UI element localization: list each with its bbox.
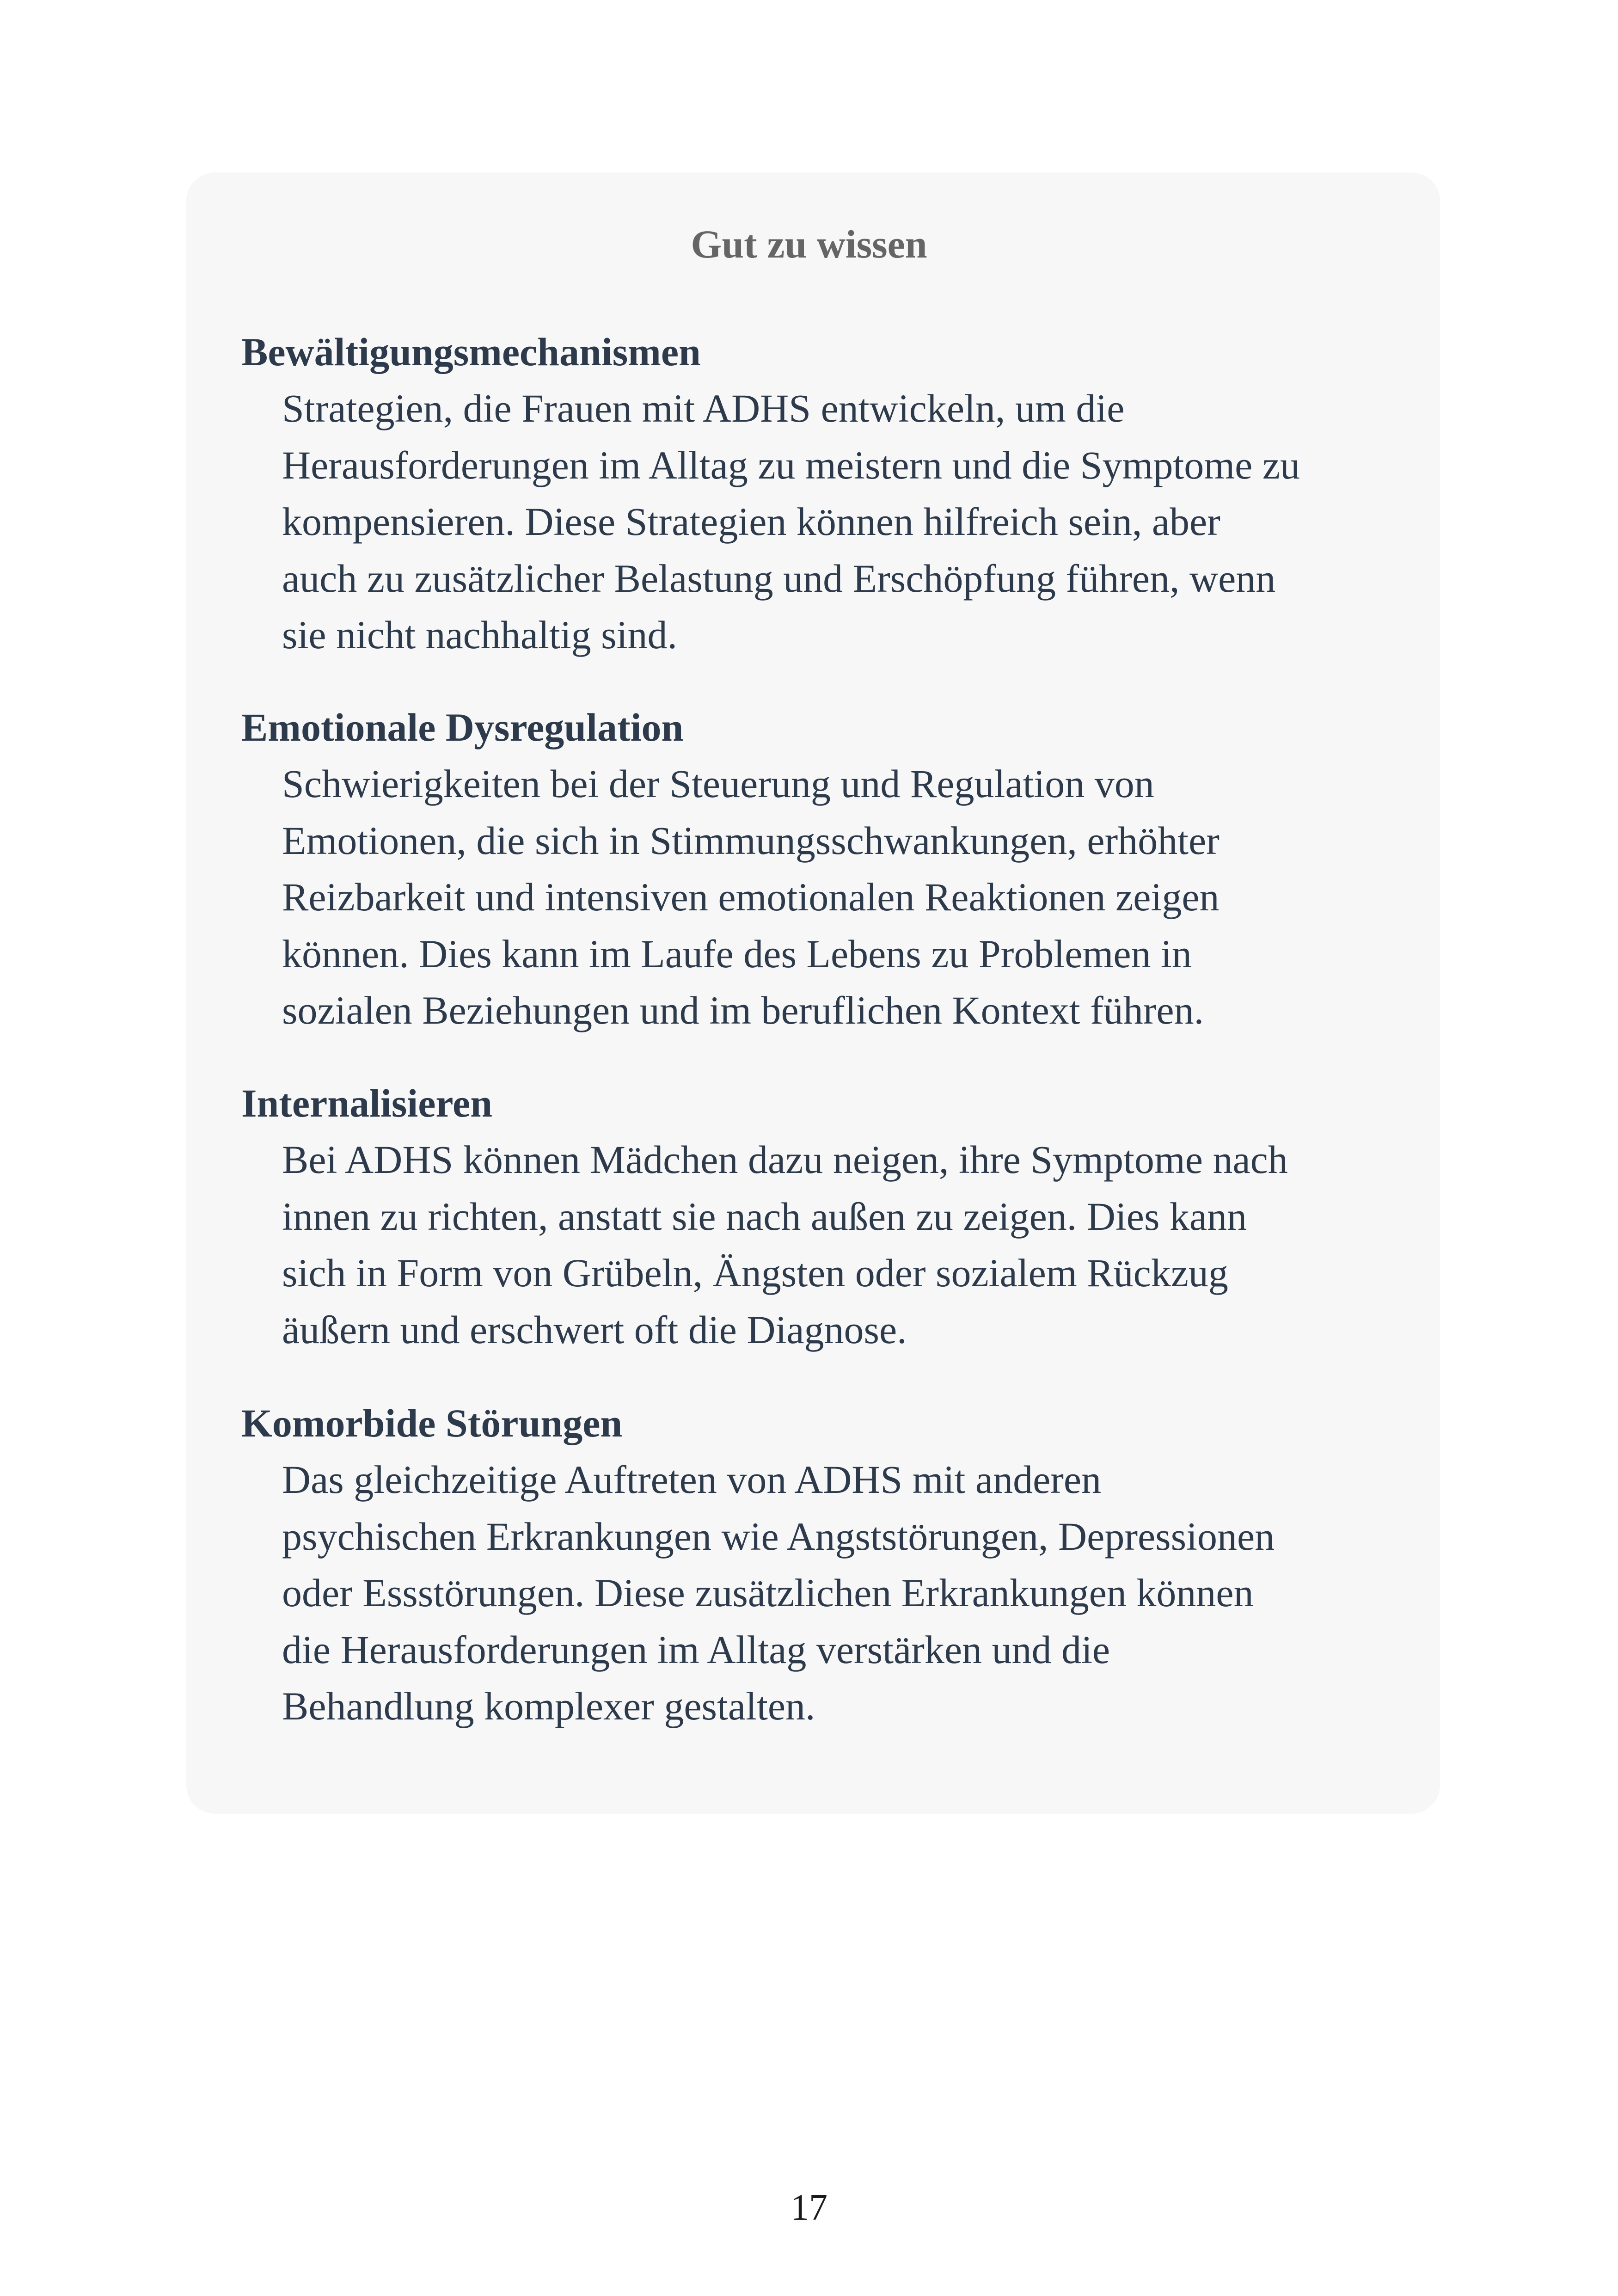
- definition-line: psychischen Erkrankungen wie Angststörungen, Depressionen: [282, 1514, 1275, 1559]
- entry-definition: [241, 1131, 1425, 1358]
- definition-line: oder Essstörungen. Diese zusätzlichen Erkrankungen können: [282, 1571, 1254, 1615]
- definition-line: sie nicht nachhaltig sind.: [282, 613, 678, 657]
- definition-line: Reizbarkeit und intensiven emotionalen Reaktionen zeigen: [282, 875, 1220, 919]
- glossary-entry: [241, 324, 1425, 663]
- definition-line: kompensieren. Diese Strategien können hilfreich sein, aber: [282, 499, 1220, 544]
- definition-line: innen zu richten, anstatt sie nach außen zu zeigen. Dies kann: [282, 1194, 1247, 1239]
- definition-line: auch zu zusätzlicher Belastung und Erschöpfung führen, wenn: [282, 556, 1276, 601]
- definition-line: die Herausforderungen im Alltag verstärken und die: [282, 1627, 1110, 1672]
- definition-line: können. Dies kann im Laufe des Lebens zu Problemen in: [282, 931, 1192, 976]
- entry-definition: [241, 755, 1425, 1039]
- page-number: 17: [791, 2187, 827, 2228]
- glossary-entry: [241, 1395, 1425, 1735]
- definition-line: sozialen Beziehungen und im beruflichen Kontext führen.: [282, 988, 1204, 1032]
- entry-term: Emotionale Dysregulation: [241, 705, 684, 749]
- entry-term: Bewältigungsmechanismen: [241, 330, 701, 374]
- entry-definition: [241, 380, 1425, 663]
- box-title: Gut zu wissen: [691, 222, 927, 266]
- glossary-entry: [241, 1075, 1425, 1358]
- glossary-entry: [241, 699, 1425, 1039]
- definition-line: Das gleichzeitige Auftreten von ADHS mit anderen: [282, 1457, 1102, 1502]
- definition-line: Herausforderungen im Alltag zu meistern und die Symptome zu: [282, 442, 1300, 487]
- definition-line: Emotionen, die sich in Stimmungsschwankungen, erhöhter: [282, 818, 1220, 863]
- definition-line: Behandlung komplexer gestalten.: [282, 1684, 815, 1728]
- definition-line: sich in Form von Grübeln, Ängsten oder sozialem Rückzug: [282, 1251, 1228, 1295]
- entry-term: Komorbide Störungen: [241, 1401, 623, 1445]
- definition-line: Bei ADHS können Mädchen dazu neigen, ihre Symptome nach: [282, 1137, 1288, 1182]
- definition-line: äußern und erschwert oft die Diagnose.: [282, 1307, 907, 1352]
- entry-term: Internalisieren: [241, 1081, 493, 1125]
- definition-line: Schwierigkeiten bei der Steuerung und Regulation von: [282, 761, 1154, 806]
- definition-line: Strategien, die Frauen mit ADHS entwickeln, um die: [282, 386, 1125, 430]
- entry-definition: [241, 1451, 1425, 1735]
